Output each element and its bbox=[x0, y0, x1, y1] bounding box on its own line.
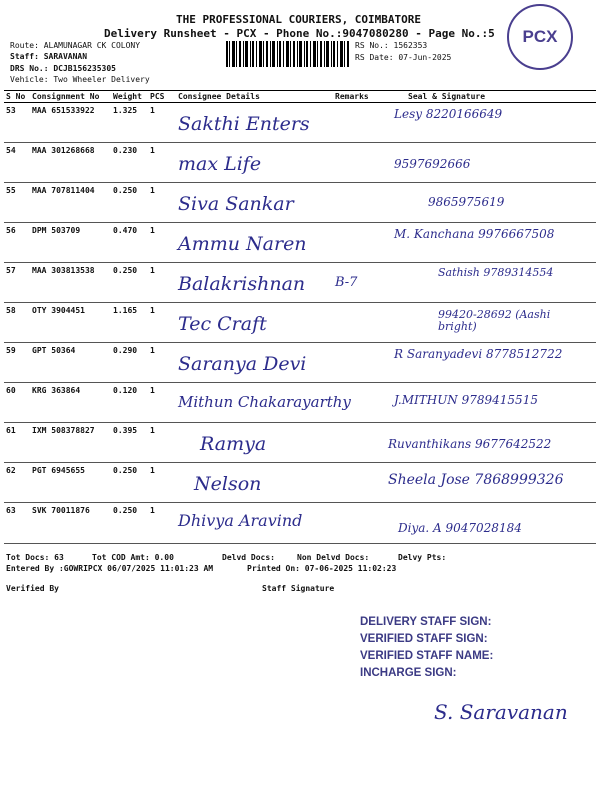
cell-sno: 58 bbox=[4, 303, 30, 343]
table-row bbox=[4, 263, 596, 303]
cell-pcs: 1 bbox=[148, 223, 176, 263]
cell-weight: 0.230 bbox=[111, 143, 148, 183]
cell-consignment: DPM 503709 bbox=[30, 223, 111, 263]
cell-consignment: OTY 3904451 bbox=[30, 303, 111, 343]
col-remarks: Remarks bbox=[333, 91, 388, 103]
cell-pcs: 1 bbox=[148, 383, 176, 423]
cell-seal bbox=[388, 183, 596, 223]
cell-consignment: MAA 303813538 bbox=[30, 263, 111, 303]
seal-signature: J.MITHUN 9789415515 bbox=[394, 393, 538, 407]
cell-pcs: 1 bbox=[148, 103, 176, 143]
consignee-signature: Mithun Chakarayarthy bbox=[178, 393, 351, 411]
seal-signature: 9865975619 bbox=[428, 195, 505, 209]
drs-label: DRS No.: bbox=[10, 64, 49, 73]
table-row bbox=[4, 183, 596, 223]
non-delivered-docs: Non Delvd Docs: bbox=[297, 553, 370, 562]
seal-signature: Diya. A 9047028184 bbox=[398, 521, 522, 535]
cell-sno: 54 bbox=[4, 143, 30, 183]
total-docs: Tot Docs: 63 bbox=[6, 553, 64, 562]
col-seal: Seal & Signature bbox=[388, 91, 596, 103]
cell-weight: 0.250 bbox=[111, 463, 148, 503]
cell-sno: 57 bbox=[4, 263, 30, 303]
cell-remarks bbox=[333, 223, 388, 263]
cell-remarks bbox=[333, 423, 388, 463]
table-row bbox=[4, 143, 596, 183]
consignee-signature: max Life bbox=[178, 153, 262, 175]
cell-sno: 53 bbox=[4, 103, 30, 143]
drs-value: DCJB156235305 bbox=[53, 64, 116, 73]
consignee-signature: Balakrishnan bbox=[178, 273, 306, 295]
cell-sno: 55 bbox=[4, 183, 30, 223]
cell-consignment: IXM 508378827 bbox=[30, 423, 111, 463]
table-row bbox=[4, 423, 596, 463]
cell-seal bbox=[388, 143, 596, 183]
rs-number: RS No.: 1562353 bbox=[355, 41, 428, 50]
consignee-signature: Siva Sankar bbox=[178, 193, 294, 215]
cell-consignee bbox=[176, 343, 333, 383]
cell-consignee bbox=[176, 463, 333, 503]
seal-signature: 99420-28692 (Aashi bright) bbox=[438, 308, 551, 333]
consignee-signature: Saranya Devi bbox=[178, 353, 307, 375]
cell-weight: 0.250 bbox=[111, 183, 148, 223]
cell-sno: 61 bbox=[4, 423, 30, 463]
cell-sno: 63 bbox=[4, 503, 30, 544]
cell-remarks bbox=[333, 103, 388, 143]
company-name: THE PROFESSIONAL COURIERS, COIMBATORE bbox=[176, 13, 422, 26]
cell-pcs: 1 bbox=[148, 303, 176, 343]
cell-seal bbox=[388, 503, 596, 544]
stamp-line-verified-name: VERIFIED STAFF NAME: bbox=[360, 650, 494, 662]
cell-weight: 0.250 bbox=[111, 263, 148, 303]
cell-remarks bbox=[333, 303, 388, 343]
cell-weight: 1.165 bbox=[111, 303, 148, 343]
cell-weight: 0.470 bbox=[111, 223, 148, 263]
table-row bbox=[4, 463, 596, 503]
stamp-line-incharge: INCHARGE SIGN: bbox=[360, 667, 457, 679]
cell-consignee bbox=[176, 223, 333, 263]
cell-weight: 0.395 bbox=[111, 423, 148, 463]
consignee-signature: Tec Craft bbox=[178, 313, 267, 335]
rs-date: RS Date: 07-Jun-2025 bbox=[355, 53, 452, 62]
cell-remarks bbox=[333, 143, 388, 183]
cell-consignee bbox=[176, 383, 351, 423]
cell-seal bbox=[388, 263, 596, 303]
seal-signature: M. Kanchana 9976667508 bbox=[394, 227, 555, 241]
cell-remarks bbox=[333, 383, 388, 423]
cell-pcs: 1 bbox=[148, 463, 176, 503]
total-cod: Tot COD Amt: 0.00 bbox=[92, 553, 174, 562]
cell-consignee bbox=[176, 503, 333, 544]
drs-number bbox=[10, 64, 116, 73]
verified-by: Verified By bbox=[6, 584, 59, 593]
staff: Staff: SARAVANAN bbox=[10, 52, 88, 61]
cell-consignee bbox=[176, 183, 333, 223]
cell-consignment: MAA 651533922 bbox=[30, 103, 111, 143]
cell-sno: 59 bbox=[4, 343, 30, 383]
seal-signature: Sathish 9789314554 bbox=[438, 266, 554, 279]
cell-consignment: SVK 70011876 bbox=[30, 503, 111, 544]
cell-pcs: 1 bbox=[148, 183, 176, 223]
seal-signature: R Saranyadevi 8778512722 bbox=[394, 347, 563, 361]
cell-pcs: 1 bbox=[148, 263, 176, 303]
cell-remarks bbox=[333, 503, 388, 544]
staff-signature: Staff Signature bbox=[262, 584, 335, 593]
cell-seal bbox=[388, 103, 596, 143]
seal-signature: 9597692666 bbox=[394, 157, 471, 171]
cell-consignment: MAA 707811404 bbox=[30, 183, 111, 223]
seal-signature: Ruvanthikans 9677642522 bbox=[388, 437, 552, 451]
col-consignee: Consignee Details bbox=[176, 91, 333, 103]
cell-weight: 1.325 bbox=[111, 103, 148, 143]
table-row bbox=[4, 383, 596, 423]
col-consignment: Consignment No bbox=[30, 91, 111, 103]
delivered-docs: Delvd Docs: bbox=[222, 553, 275, 562]
table-row bbox=[4, 103, 596, 143]
cell-weight: 0.120 bbox=[111, 383, 148, 423]
verification-stamp bbox=[360, 614, 493, 682]
cell-consignment: GPT 50364 bbox=[30, 343, 111, 383]
cell-pcs: 1 bbox=[148, 143, 176, 183]
cell-remarks bbox=[333, 263, 388, 303]
cell-remarks bbox=[333, 463, 388, 503]
route: Route: ALAMUNAGAR CK COLONY bbox=[10, 41, 141, 50]
cell-consignment: KRG 363864 bbox=[30, 383, 111, 423]
table-row bbox=[4, 303, 596, 343]
consignee-signature: Nelson bbox=[194, 473, 262, 495]
cell-weight: 0.250 bbox=[111, 503, 148, 544]
incharge-signature: S. Saravanan bbox=[434, 700, 568, 724]
cell-pcs: 1 bbox=[148, 503, 176, 544]
cell-seal bbox=[388, 303, 596, 343]
barcode bbox=[226, 41, 350, 67]
cell-consignment: PGT 6945655 bbox=[30, 463, 111, 503]
runsheet-title: Delivery Runsheet - PCX - Phone No.:9047080280 - Page No.:5 bbox=[104, 27, 495, 40]
cell-consignee bbox=[176, 423, 333, 463]
entered-by: Entered By :GOWRIPCX 06/07/2025 11:01:23 AM bbox=[6, 564, 214, 573]
seal-signature: Sheela Jose 7868999326 bbox=[388, 472, 564, 488]
cell-weight: 0.290 bbox=[111, 343, 148, 383]
cell-pcs: 1 bbox=[148, 343, 176, 383]
table-row bbox=[4, 503, 596, 544]
cell-consignee bbox=[176, 143, 333, 183]
cell-pcs: 1 bbox=[148, 423, 176, 463]
remark-text: B-7 bbox=[335, 275, 358, 290]
cell-consignee bbox=[176, 103, 333, 143]
consignee-signature: Sakthi Enters bbox=[178, 113, 310, 135]
delivery-points: Delvy Pts: bbox=[398, 553, 447, 562]
printed-on: Printed On: 07-06-2025 11:02:23 bbox=[247, 564, 397, 573]
stamp-line-delivery: DELIVERY STAFF SIGN: bbox=[360, 616, 492, 628]
runsheet-table bbox=[4, 90, 596, 544]
consignee-signature: Dhivya Aravind bbox=[178, 511, 303, 530]
cell-consignee bbox=[176, 303, 333, 343]
pcx-stamp: PCX bbox=[507, 4, 573, 70]
seal-signature: Lesy 8220166649 bbox=[394, 107, 503, 121]
table-header-row bbox=[4, 91, 596, 103]
col-weight: Weight bbox=[111, 91, 148, 103]
cell-seal bbox=[388, 383, 596, 423]
table-row bbox=[4, 223, 596, 263]
cell-seal bbox=[388, 423, 596, 463]
col-pcs: PCS bbox=[148, 91, 176, 103]
col-sno: S No bbox=[4, 91, 30, 103]
consignee-signature: Ramya bbox=[200, 433, 267, 455]
cell-sno: 56 bbox=[4, 223, 30, 263]
stamp-line-verified-sign: VERIFIED STAFF SIGN: bbox=[360, 633, 488, 645]
cell-seal bbox=[388, 223, 596, 263]
vehicle: Vehicle: Two Wheeler Delivery bbox=[10, 75, 150, 84]
cell-seal bbox=[388, 343, 596, 383]
cell-consignee bbox=[176, 263, 333, 303]
consignee-signature: Ammu Naren bbox=[178, 233, 307, 255]
cell-remarks bbox=[333, 183, 388, 223]
table-row bbox=[4, 343, 596, 383]
cell-remarks bbox=[333, 343, 388, 383]
cell-seal bbox=[388, 463, 596, 503]
cell-consignment: MAA 301268668 bbox=[30, 143, 111, 183]
cell-sno: 62 bbox=[4, 463, 30, 503]
cell-sno: 60 bbox=[4, 383, 30, 423]
